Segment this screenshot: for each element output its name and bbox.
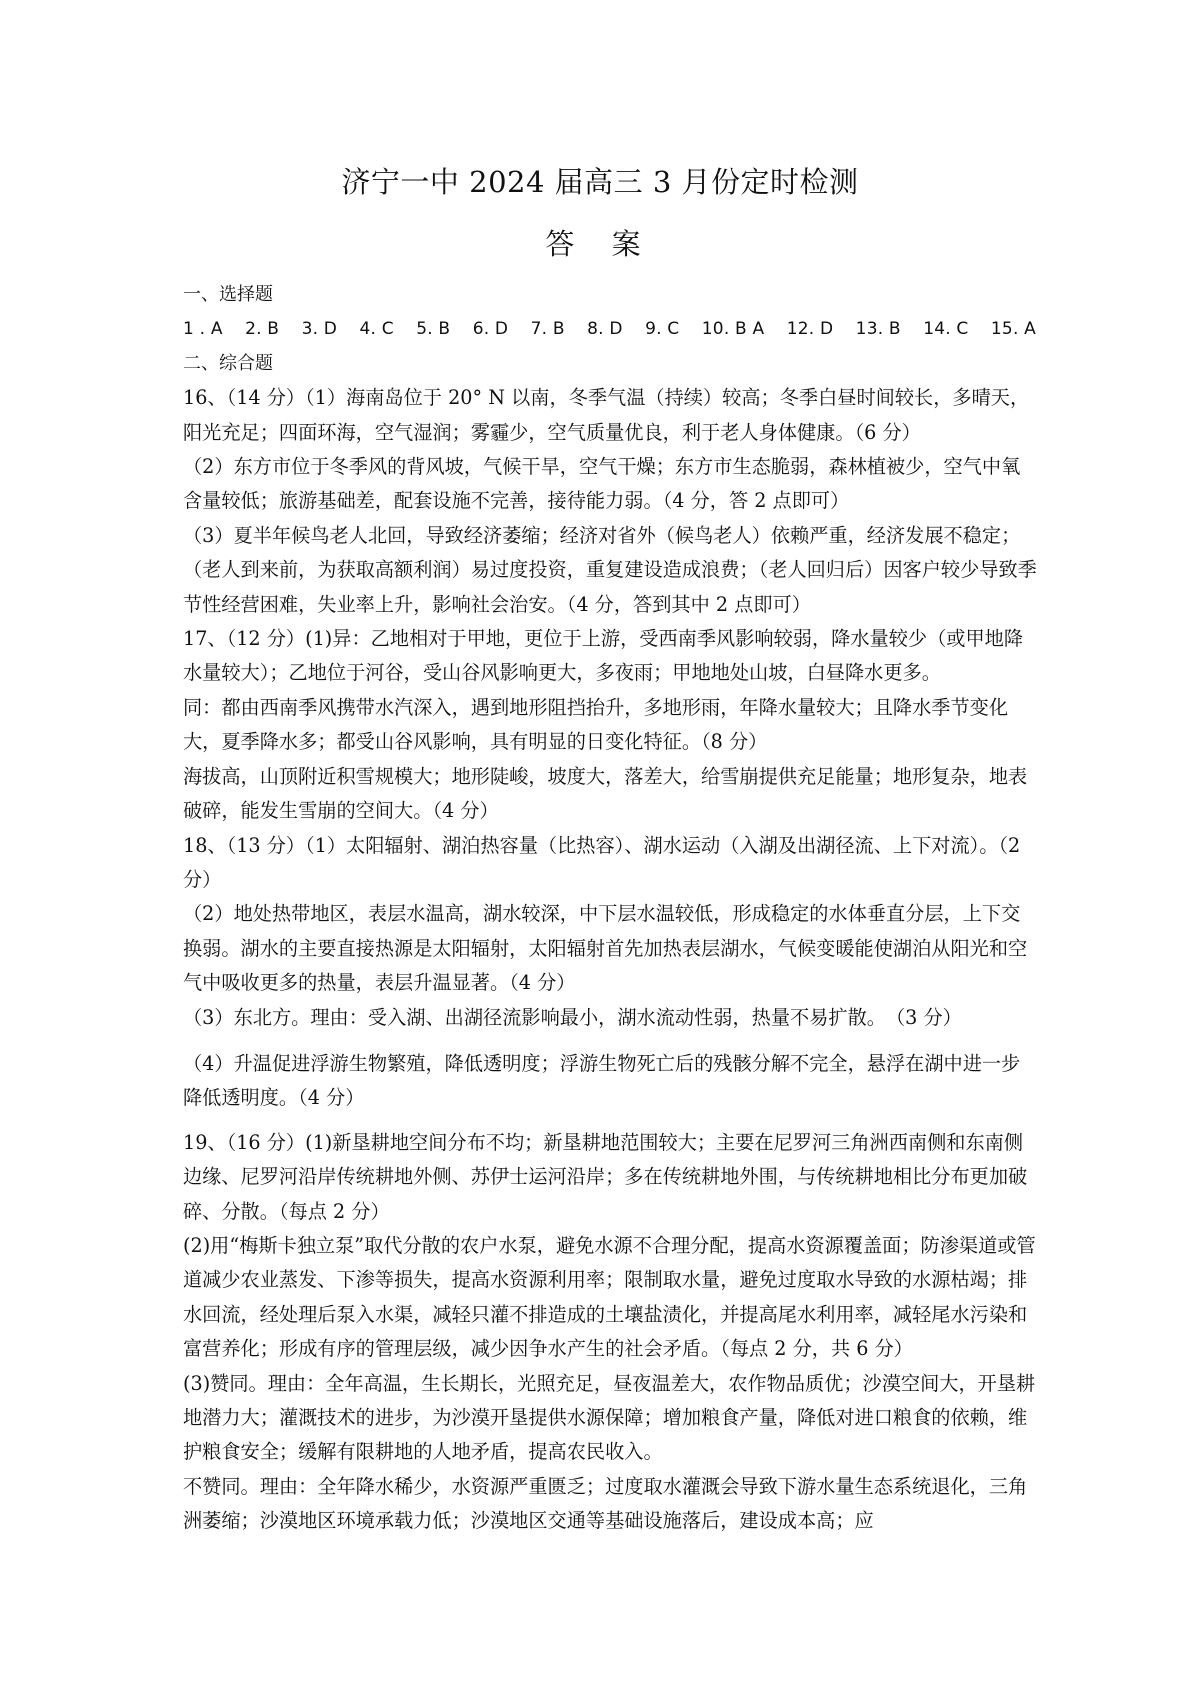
multiple-choice-answers: 1 . A 2. B 3. D 4. C 5. B 6. D 7. B 8. D 9. C 10. B A 12. D 13. B 14. C 15. A xyxy=(183,319,1036,340)
answer-paragraph: 16、（14 分）（1）海南岛位于 20° N 以南，冬季气温（持续）较高；冬季白昼时间较长，多晴天，阳光充足；四面环海，空气湿润；雾霾少，空气质量优良，利于老人身体健康。（6 分） xyxy=(183,386,1030,444)
document-subtitle: 答 案 xyxy=(545,227,655,261)
answer-paragraph: (2)用“梅斯卡独立泵”取代分散的农户水泵，避免水源不合理分配，提高水资源覆盖面；防渗渠道或管道减少农业蒸发、下渗等损失，提高水资源利用率；限制取水量，避免过度取水导致的水源枯竭；排水回流，经处理后泵入水渠，减轻只灌不排造成的土壤盐渍化，并提高尾水利用率，减轻尾水污染和富营养化；形成有序的管理层级，减少因争水产生的社会矛盾。（每点 2 分，共 6 分） xyxy=(183,1233,1036,1361)
answer-paragraph: (3)赞同。理由：全年高温，生长期长，光照充足，昼夜温差大，农作物品质优；沙漠空间大，开垦耕地潜力大；灌溉技术的进步，为沙漠开垦提供水源保障；增加粮食产量，降低对进口粮食的依赖，维护粮食安全；缓解有限耕地的人地矛盾，提高农民收入。 xyxy=(183,1371,1036,1464)
answer-paragraph: 不赞同。理由：全年降水稀少，水资源严重匮乏；过度取水灌溉会导致下游水量生态系统退化，三角洲萎缩；沙漠地区环境承载力低；沙漠地区交通等基础设施落后，建设成本高；应 xyxy=(183,1474,1028,1533)
answer-paragraph: （2）东方市位于冬季风的背风坡，气候干旱，空气干燥；东方市生态脆弱，森林植被少，空气中氧含量较低；旅游基础差，配套设施不完善，接待能力弱。（4 分，答 2 点即可） xyxy=(183,455,1021,513)
answer-paragraph: 17、（12 分）(1)异：乙地相对于甲地，更位于上游，受西南季风影响较弱，降水量较少（或甲地降水量较大）；乙地位于河谷，受山谷风影响更大，多夜雨；甲地地处山坡，白昼降水更多。 xyxy=(183,627,1024,685)
answer-paragraph: 海拔高，山顶附近积雪规模大；地形陡峻，坡度大，落差大，给雪崩提供充足能量；地形复杂，地表破碎，能发生雪崩的空间大。（4 分） xyxy=(183,764,1028,823)
document-title: 济宁一中 2024 届高三 3 月份定时检测 xyxy=(341,165,859,199)
answer-paragraph: （2）地处热带地区，表层水温高，湖水较深，中下层水温较低，形成稳定的水体垂直分层，上下交换弱。湖水的主要直接热源是太阳辐射，太阳辐射首先加热表层湖水，气候变暖能使湖泊从阳光和空气中吸收更多的热量，表层升温显著。（4 分） xyxy=(183,902,1028,995)
answer-paragraph: 19、（16 分）(1)新垦耕地空间分布不均；新垦耕地范围较大；主要在尼罗河三角洲西南侧和东南侧边缘、尼罗河沿岸传统耕地外侧、苏伊士运河沿岸；多在传统耕地外围，与传统耕地相比分布更加破碎、分散。（每点 2 分） xyxy=(183,1130,1028,1223)
answer-paragraph: （3）东北方。理由：受入湖、出湖径流影响最小，湖水流动性弱，热量不易扩散。 （3 分） xyxy=(183,1005,962,1029)
answer-content xyxy=(183,278,1038,1539)
section-heading-comprehensive: 二、综合题 xyxy=(183,352,273,374)
answer-paragraph: 18、（13 分）（1）太阳辐射、湖泊热容量（比热容）、湖水运动（入湖及出湖径流、上下对流）。（2 分） xyxy=(183,833,1021,891)
answer-paragraph: （4）升温促进浮游生物繁殖，降低透明度；浮游生物死亡后的残骸分解不完全，悬浮在湖中进一步降低透明度。（4 分） xyxy=(183,1051,1021,1110)
answer-paragraph: （3）夏半年候鸟老人北回，导致经济萎缩；经济对省外（候鸟老人）依赖严重，经济发展不稳定；（老人到来前，为获取高额利润）易过度投资，重复建设造成浪费；（老人回归后）因客户较少导致季节性经营困难，失业率上升，影响社会治安。（4 分，答到其中 2 点即可） xyxy=(183,523,1037,616)
answer-paragraph: 同：都由西南季风携带水汽深入，遇到地形阻挡抬升，多地形雨，年降水量较大；且降水季节变化大，夏季降水多；都受山谷风影响，具有明显的日变化特征。（8 分） xyxy=(183,695,1009,754)
section-heading-multiple-choice: 一、选择题 xyxy=(183,284,273,305)
